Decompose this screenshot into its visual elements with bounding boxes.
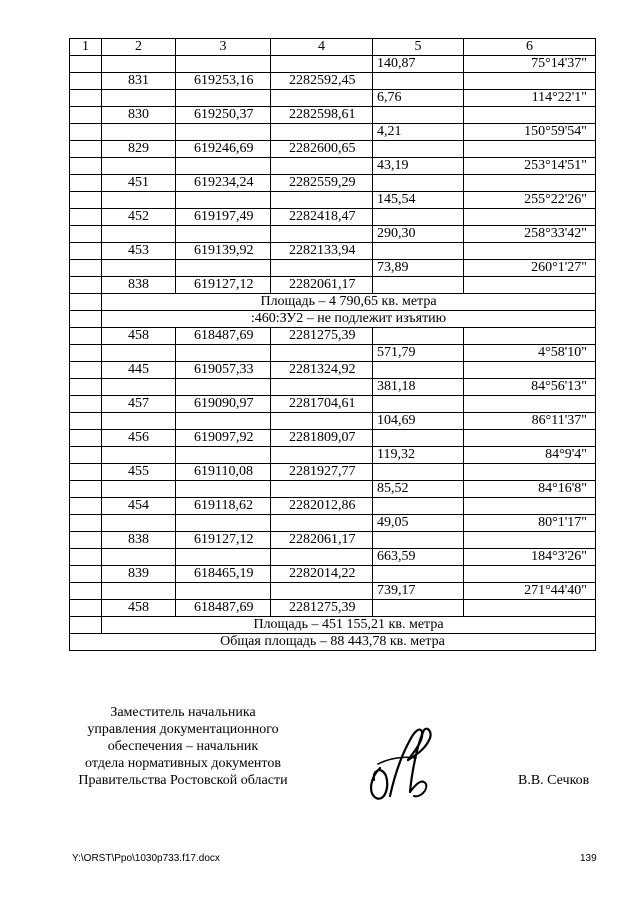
x-coordinate: 619197,49 [176, 209, 271, 226]
empty-cell [176, 56, 271, 73]
point-number: 838 [102, 277, 176, 294]
x-coordinate: 619127,12 [176, 277, 271, 294]
empty-cell [70, 158, 102, 175]
direction-angle: 255°22'26" [464, 192, 596, 209]
empty-cell [102, 379, 176, 396]
point-number: 458 [102, 328, 176, 345]
y-coordinate: 2282061,17 [271, 277, 373, 294]
y-coordinate: 2282012,86 [271, 498, 373, 515]
empty-cell [70, 90, 102, 107]
empty-cell [464, 175, 596, 192]
empty-cell [102, 158, 176, 175]
y-coordinate: 2282418,47 [271, 209, 373, 226]
empty-cell [70, 532, 102, 549]
empty-cell [176, 260, 271, 277]
empty-cell [70, 226, 102, 243]
position-line: Правительства Ростовской области [78, 773, 288, 788]
table-row [70, 209, 596, 226]
empty-cell [70, 600, 102, 617]
empty-cell [176, 379, 271, 396]
empty-cell [373, 498, 464, 515]
x-coordinate: 619057,33 [176, 362, 271, 379]
y-coordinate: 2282598,61 [271, 107, 373, 124]
point-number: 445 [102, 362, 176, 379]
y-coordinate: 2282600,65 [271, 141, 373, 158]
empty-cell [102, 226, 176, 243]
empty-cell [70, 345, 102, 362]
empty-cell [271, 226, 373, 243]
segment-length: 43,19 [373, 158, 464, 175]
total-area-row [70, 634, 596, 651]
empty-cell [102, 583, 176, 600]
table-row [70, 583, 596, 600]
empty-cell [373, 141, 464, 158]
empty-cell [70, 243, 102, 260]
table-row [70, 379, 596, 396]
table-row [70, 600, 596, 617]
empty-cell [102, 413, 176, 430]
empty-cell [70, 175, 102, 192]
table-row [70, 107, 596, 124]
y-coordinate: 2282592,45 [271, 73, 373, 90]
table-row [70, 56, 596, 73]
point-number: 457 [102, 396, 176, 413]
direction-angle: 184°3'26" [464, 549, 596, 566]
x-coordinate: 619234,24 [176, 175, 271, 192]
empty-cell [464, 532, 596, 549]
empty-cell [373, 328, 464, 345]
empty-cell [464, 73, 596, 90]
column-header: 1 [70, 39, 102, 56]
x-coordinate: 619139,92 [176, 243, 271, 260]
column-header: 2 [102, 39, 176, 56]
table-row [70, 124, 596, 141]
point-number: 456 [102, 430, 176, 447]
empty-cell [176, 447, 271, 464]
empty-cell [464, 498, 596, 515]
empty-cell [271, 158, 373, 175]
direction-angle: 271°44'40" [464, 583, 596, 600]
position-line: отдела нормативных документов [85, 756, 281, 771]
empty-cell [373, 600, 464, 617]
position-line: Заместитель начальника [110, 705, 256, 720]
table-row [70, 447, 596, 464]
empty-cell [464, 141, 596, 158]
segment-length: 381,18 [373, 379, 464, 396]
empty-cell [176, 413, 271, 430]
table-row [70, 260, 596, 277]
table-row [70, 464, 596, 481]
empty-cell [373, 532, 464, 549]
empty-cell [70, 498, 102, 515]
direction-angle: 84°16'8" [464, 481, 596, 498]
point-number: 458 [102, 600, 176, 617]
empty-cell [464, 209, 596, 226]
table-row [70, 481, 596, 498]
y-coordinate: 2281275,39 [271, 328, 373, 345]
direction-angle: 75°14'37" [464, 56, 596, 73]
segment-length: 663,59 [373, 549, 464, 566]
x-coordinate: 618465,19 [176, 566, 271, 583]
table-row [70, 141, 596, 158]
empty-cell [373, 566, 464, 583]
y-coordinate: 2282061,17 [271, 532, 373, 549]
x-coordinate: 618487,69 [176, 600, 271, 617]
point-number: 831 [102, 73, 176, 90]
empty-cell [70, 583, 102, 600]
y-coordinate: 2281324,92 [271, 362, 373, 379]
empty-cell [464, 566, 596, 583]
direction-angle: 84°56'13" [464, 379, 596, 396]
empty-cell [373, 209, 464, 226]
direction-angle: 253°14'51" [464, 158, 596, 175]
area-summary: Площадь – 451 155,21 кв. метра [102, 617, 596, 634]
segment-length: 290,30 [373, 226, 464, 243]
table-row [70, 413, 596, 430]
empty-cell [373, 175, 464, 192]
segment-length: 140,87 [373, 56, 464, 73]
empty-cell [176, 90, 271, 107]
segment-length: 4,21 [373, 124, 464, 141]
empty-cell [70, 141, 102, 158]
table-row [70, 175, 596, 192]
empty-cell [271, 583, 373, 600]
segment-length: 49,05 [373, 515, 464, 532]
coordinates-table [69, 38, 596, 651]
empty-cell [102, 447, 176, 464]
empty-cell [70, 73, 102, 90]
y-coordinate: 2281275,39 [271, 600, 373, 617]
direction-angle: 260°1'27" [464, 260, 596, 277]
parcel-title-row [70, 311, 596, 328]
y-coordinate: 2281704,61 [271, 396, 373, 413]
x-coordinate: 619090,97 [176, 396, 271, 413]
empty-cell [176, 481, 271, 498]
x-coordinate: 619250,37 [176, 107, 271, 124]
parcel-title: :460:ЗУ2 – не подлежит изъятию [102, 311, 596, 328]
empty-cell [102, 549, 176, 566]
empty-cell [102, 481, 176, 498]
point-number: 453 [102, 243, 176, 260]
empty-cell [271, 447, 373, 464]
y-coordinate: 2282133,94 [271, 243, 373, 260]
area-summary-row [70, 294, 596, 311]
segment-length: 73,89 [373, 260, 464, 277]
empty-cell [176, 583, 271, 600]
empty-cell [464, 600, 596, 617]
x-coordinate: 619127,12 [176, 532, 271, 549]
table-row [70, 396, 596, 413]
empty-cell [373, 362, 464, 379]
empty-cell [70, 328, 102, 345]
empty-cell [373, 396, 464, 413]
area-summary: Площадь – 4 790,65 кв. метра [102, 294, 596, 311]
empty-cell [373, 277, 464, 294]
point-number: 451 [102, 175, 176, 192]
empty-cell [70, 481, 102, 498]
empty-cell [271, 345, 373, 362]
empty-cell [70, 277, 102, 294]
header-row [70, 39, 596, 56]
empty-cell [271, 90, 373, 107]
empty-cell [70, 515, 102, 532]
empty-cell [464, 396, 596, 413]
empty-cell [70, 124, 102, 141]
column-header: 3 [176, 39, 271, 56]
empty-cell [70, 430, 102, 447]
x-coordinate: 619118,62 [176, 498, 271, 515]
empty-cell [102, 192, 176, 209]
empty-cell [373, 73, 464, 90]
y-coordinate: 2281927,77 [271, 464, 373, 481]
table-row [70, 90, 596, 107]
point-number: 830 [102, 107, 176, 124]
empty-cell [271, 260, 373, 277]
empty-cell [464, 464, 596, 481]
empty-cell [70, 566, 102, 583]
column-header: 6 [464, 39, 596, 56]
table-row [70, 515, 596, 532]
table-row [70, 430, 596, 447]
empty-cell [70, 413, 102, 430]
footer-file-path: Y:\ORST\Ppo\1030p733.f17.docx [72, 853, 220, 864]
empty-cell [70, 260, 102, 277]
empty-cell [102, 90, 176, 107]
x-coordinate: 619246,69 [176, 141, 271, 158]
empty-cell [70, 311, 102, 328]
direction-angle: 86°11'37" [464, 413, 596, 430]
segment-length: 145,54 [373, 192, 464, 209]
table-row [70, 158, 596, 175]
table-row [70, 226, 596, 243]
direction-angle: 80°1'17" [464, 515, 596, 532]
table-row [70, 73, 596, 90]
column-header: 4 [271, 39, 373, 56]
empty-cell [464, 107, 596, 124]
empty-cell [102, 345, 176, 362]
empty-cell [271, 124, 373, 141]
empty-cell [176, 515, 271, 532]
empty-cell [176, 345, 271, 362]
empty-cell [70, 447, 102, 464]
empty-cell [70, 209, 102, 226]
empty-cell [373, 464, 464, 481]
position-line: обеспечения – начальник [107, 739, 259, 754]
direction-angle: 84°9'4" [464, 447, 596, 464]
page-number: 139 [580, 853, 597, 864]
position-line: управления документационного [87, 722, 279, 737]
handwritten-signature [360, 718, 440, 804]
segment-length: 739,17 [373, 583, 464, 600]
empty-cell [70, 549, 102, 566]
empty-cell [70, 294, 102, 311]
empty-cell [70, 192, 102, 209]
x-coordinate: 618487,69 [176, 328, 271, 345]
empty-cell [373, 243, 464, 260]
empty-cell [70, 362, 102, 379]
empty-cell [70, 464, 102, 481]
empty-cell [464, 277, 596, 294]
empty-cell [176, 226, 271, 243]
empty-cell [271, 192, 373, 209]
empty-cell [70, 396, 102, 413]
point-number: 829 [102, 141, 176, 158]
empty-cell [271, 56, 373, 73]
empty-cell [70, 107, 102, 124]
direction-angle: 4°58'10" [464, 345, 596, 362]
direction-angle: 150°59'54" [464, 124, 596, 141]
empty-cell [373, 430, 464, 447]
table-row [70, 192, 596, 209]
total-area: Общая площадь – 88 443,78 кв. метра [70, 634, 596, 651]
coordinates-table-body [70, 39, 596, 651]
table-row [70, 328, 596, 345]
empty-cell [102, 56, 176, 73]
empty-cell [271, 515, 373, 532]
empty-cell [271, 481, 373, 498]
empty-cell [464, 328, 596, 345]
empty-cell [70, 379, 102, 396]
direction-angle: 258°33'42" [464, 226, 596, 243]
table-row [70, 549, 596, 566]
signatory-position [58, 704, 308, 789]
table-row [70, 362, 596, 379]
x-coordinate: 619253,16 [176, 73, 271, 90]
table-row [70, 532, 596, 549]
empty-cell [271, 379, 373, 396]
table-row [70, 566, 596, 583]
x-coordinate: 619110,08 [176, 464, 271, 481]
y-coordinate: 2282559,29 [271, 175, 373, 192]
segment-length: 119,32 [373, 447, 464, 464]
segment-length: 104,69 [373, 413, 464, 430]
point-number: 839 [102, 566, 176, 583]
y-coordinate: 2281809,07 [271, 430, 373, 447]
point-number: 455 [102, 464, 176, 481]
empty-cell [464, 362, 596, 379]
point-number: 454 [102, 498, 176, 515]
point-number: 838 [102, 532, 176, 549]
empty-cell [271, 413, 373, 430]
table-row [70, 345, 596, 362]
segment-length: 6,76 [373, 90, 464, 107]
empty-cell [176, 549, 271, 566]
empty-cell [373, 107, 464, 124]
table-row [70, 243, 596, 260]
area-summary-row [70, 617, 596, 634]
point-number: 452 [102, 209, 176, 226]
empty-cell [176, 158, 271, 175]
x-coordinate: 619097,92 [176, 430, 271, 447]
empty-cell [102, 515, 176, 532]
y-coordinate: 2282014,22 [271, 566, 373, 583]
empty-cell [464, 243, 596, 260]
table-row [70, 498, 596, 515]
empty-cell [70, 56, 102, 73]
empty-cell [464, 430, 596, 447]
direction-angle: 114°22'1" [464, 90, 596, 107]
segment-length: 85,52 [373, 481, 464, 498]
column-header: 5 [373, 39, 464, 56]
empty-cell [70, 617, 102, 634]
segment-length: 571,79 [373, 345, 464, 362]
empty-cell [176, 124, 271, 141]
empty-cell [271, 549, 373, 566]
empty-cell [176, 192, 271, 209]
empty-cell [102, 260, 176, 277]
empty-cell [102, 124, 176, 141]
signatory-name: В.В. Сечков [518, 773, 590, 788]
table-row [70, 277, 596, 294]
